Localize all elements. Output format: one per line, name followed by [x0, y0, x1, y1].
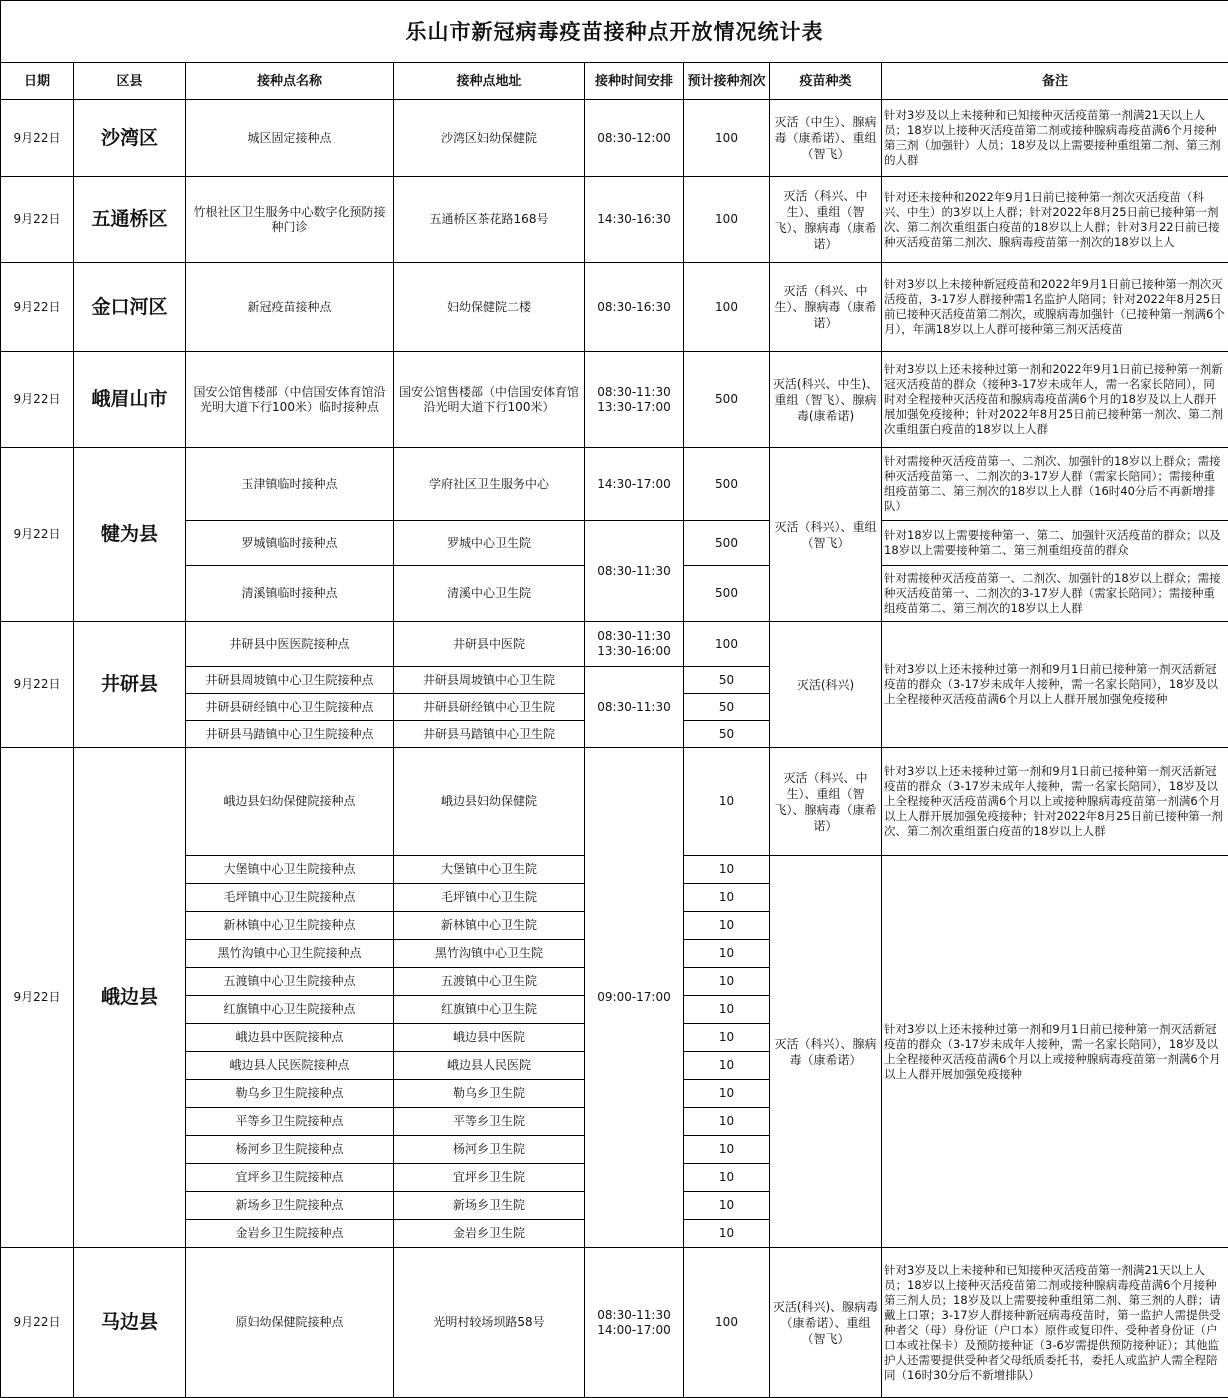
site-name: 红旗镇中心卫生院接种点	[186, 996, 394, 1024]
doses-cell: 100	[684, 177, 770, 263]
note-cell: 针对3岁以上还未接种过第一剂和9月1日前已接种第一剂灭活新冠疫苗的群众（3-17岁未成年人接种，需一名家长陪同），18岁及以上全程接种灭活疫苗满6个月以上或接种腺病毒疫苗第一剂满6个月以上人群开展加强免疫接种；针对2022年8月25日前已接种第一剂次、第二剂次重组蛋白疫苗的18岁以上人群	[882, 748, 1228, 856]
table-row	[1, 622, 1228, 667]
site-address: 黑竹沟镇中心卫生院	[394, 940, 585, 968]
site-name: 峨边县人民医院接种点	[186, 1052, 394, 1080]
date-cell: 9月22日	[1, 263, 74, 352]
page-title: 乐山市新冠病毒疫苗接种点开放情况统计表	[1, 1, 1228, 63]
header-vaccine-type: 疫苗种类	[770, 63, 882, 100]
site-address: 井研县研经镇中心卫生院	[394, 694, 585, 721]
site-name: 罗城镇临时接种点	[186, 521, 394, 566]
note-cell: 针对3岁以上还未接种过第一剂和9月1日前已接种第一剂灭活新冠疫苗的群众（3-17岁未成年人接种，需一名家长陪同），18岁及以上全程接种灭活疫苗满6个月以上或接种腺病毒疫苗第一剂满6个月以上人群开展加强免疫接种	[882, 856, 1228, 1248]
site-address: 宜坪乡卫生院	[394, 1164, 585, 1192]
site-address: 沙湾区妇幼保健院	[394, 100, 585, 177]
note-cell: 针对18岁以上需要接种第一、第二、加强针灭活疫苗的群众；以及18岁以上需要接种第二、第三剂重组疫苗的群众	[882, 521, 1228, 566]
vaccine-cell: 灭活（科兴）、重组（智飞）	[770, 448, 882, 622]
vaccine-cell: 灭活（中生）、腺病毒（康希诺）、重组（智飞）	[770, 100, 882, 177]
note-cell: 针对3岁及以上未接种和已知接种灭活疫苗第一剂满21天以上人员；18岁以上接种灭活疫苗第二剂或接种腺病毒疫苗满6个月接种第三剂（加强针）人员；18岁及以上需要接种重组第二剂、第三剂的人群	[882, 100, 1228, 177]
site-name: 五渡镇中心卫生院接种点	[186, 968, 394, 996]
site-address: 大堡镇中心卫生院	[394, 856, 585, 884]
date-cell: 9月22日	[1, 177, 74, 263]
note-cell: 针对3岁以上还未接种过第一剂和9月1日前已接种第一剂灭活新冠疫苗的群众（3-17岁未成年人接种，需一名家长陪同），18岁及以上全程接种灭活疫苗满6个月以上人群开展加强免疫接种	[882, 622, 1228, 748]
date-cell: 9月22日	[1, 622, 74, 748]
doses-cell: 10	[684, 1052, 770, 1080]
vaccine-cell: 灭活(科兴)	[770, 622, 882, 748]
site-address: 勒乌乡卫生院	[394, 1080, 585, 1108]
site-address: 新林镇中心卫生院	[394, 912, 585, 940]
doses-cell: 50	[684, 694, 770, 721]
district-name: 犍为县	[74, 448, 186, 622]
note-cell: 针对需接种灭活疫苗第一、二剂次、加强针的18岁以上群众；需接种灭活疫苗第一、二剂次的3-17岁人群（需家长陪同）；需接种重组疫苗第二、第三剂次的18岁以上人群	[882, 566, 1228, 622]
header-row	[1, 63, 1228, 100]
doses-cell: 10	[684, 968, 770, 996]
time-slot-1: 08:30-11:30	[587, 385, 681, 400]
time-slot-1: 08:30-11:30	[587, 629, 681, 644]
doses-cell: 50	[684, 721, 770, 748]
district-name: 金口河区	[74, 263, 186, 352]
time-cell: 09:00-17:00	[585, 748, 684, 1248]
district-name: 井研县	[74, 622, 186, 748]
table-row	[1, 1248, 1228, 1398]
site-address: 新场乡卫生院	[394, 1192, 585, 1220]
site-address: 光明村较场坝路58号	[394, 1248, 585, 1398]
time-cell	[585, 352, 684, 448]
site-address: 金岩乡卫生院	[394, 1220, 585, 1248]
header-notes: 备注	[882, 63, 1228, 100]
site-name: 毛坪镇中心卫生院接种点	[186, 884, 394, 912]
doses-cell: 10	[684, 1220, 770, 1248]
date-cell: 9月22日	[1, 100, 74, 177]
site-address: 清溪中心卫生院	[394, 566, 585, 622]
site-address: 杨河乡卫生院	[394, 1136, 585, 1164]
site-name: 大堡镇中心卫生院接种点	[186, 856, 394, 884]
note-cell: 针对3岁以上未接种新冠疫苗和2022年9月1日前已接种第一剂次灭活疫苗，3-17岁人群接种需1名监护人陪同；针对2022年8月25日前已接种灭活疫苗第二剂次，或腺病毒加强针（已接种第一剂满6个月），年满18岁以上人群可接种第三剂灭活疫苗	[882, 263, 1228, 352]
site-name: 玉津镇临时接种点	[186, 448, 394, 521]
district-name: 峨眉山市	[74, 352, 186, 448]
time-slot-2: 13:30-16:00	[587, 644, 681, 659]
site-address: 井研县中医院	[394, 622, 585, 667]
vaccine-cell: 灭活(科兴、中生)、重组（智飞）、腺病毒(康希诺)	[770, 352, 882, 448]
doses-cell: 500	[684, 352, 770, 448]
time-cell	[585, 1248, 684, 1398]
site-address: 峨边县人民医院	[394, 1052, 585, 1080]
site-name: 金岩乡卫生院接种点	[186, 1220, 394, 1248]
doses-cell: 50	[684, 667, 770, 694]
table-row	[1, 263, 1228, 352]
site-name: 勒乌乡卫生院接种点	[186, 1080, 394, 1108]
doses-cell: 10	[684, 912, 770, 940]
site-address: 井研县周坡镇中心卫生院	[394, 667, 585, 694]
header-site-name: 接种点名称	[186, 63, 394, 100]
doses-cell: 500	[684, 448, 770, 521]
doses-cell: 500	[684, 566, 770, 622]
site-name: 井研县研经镇中心卫生院接种点	[186, 694, 394, 721]
table-row	[1, 177, 1228, 263]
site-name: 峨边县妇幼保健院接种点	[186, 748, 394, 856]
doses-cell: 10	[684, 1136, 770, 1164]
site-address: 五通桥区茶花路168号	[394, 177, 585, 263]
header-time: 接种时间安排	[585, 63, 684, 100]
note-cell: 针对还未接种和2022年9月1日前已接种第一剂次灭活疫苗（科兴、中生）的3岁以上人群；针对2022年8月25日前已接种第一剂次、第二剂次重组蛋白疫苗的18岁以上人群；针对3月22日前已接种灭活疫苗第二剂次、腺病毒疫苗第一剂次的18岁以上人	[882, 177, 1228, 263]
site-name: 井研县中医医院接种点	[186, 622, 394, 667]
site-name: 新林镇中心卫生院接种点	[186, 912, 394, 940]
site-name: 杨河乡卫生院接种点	[186, 1136, 394, 1164]
note-cell: 针对3岁以上还未接种过第一剂和2022年9月1日前已接种第一剂新冠灭活疫苗的群众（接种3-17岁未成年人，需一名家长陪同），同时对全程接种灭活疫苗和腺病毒疫苗满6个月的18岁及以上人群开展加强免疫接种；针对2022年8月25日前已接种第一剂次、第二剂次重组蛋白疫苗的18岁以上人群	[882, 352, 1228, 448]
date-cell: 9月22日	[1, 448, 74, 622]
date-cell: 9月22日	[1, 352, 74, 448]
vaccine-cell: 灭活（科兴、中生）、腺病毒（康希诺）	[770, 263, 882, 352]
doses-cell: 10	[684, 1192, 770, 1220]
site-name: 清溪镇临时接种点	[186, 566, 394, 622]
doses-cell: 500	[684, 521, 770, 566]
site-address: 峨边县中医院	[394, 1024, 585, 1052]
time-cell: 08:30-11:30	[585, 667, 684, 748]
site-address: 妇幼保健院二楼	[394, 263, 585, 352]
site-address: 罗城中心卫生院	[394, 521, 585, 566]
site-name: 井研县周坡镇中心卫生院接种点	[186, 667, 394, 694]
doses-cell: 10	[684, 856, 770, 884]
note-cell: 针对3岁及以上未接种和已知接种灭活疫苗第一剂满21天以上人员；18岁以上接种灭活疫苗第二剂或接种腺病毒疫苗满6个月接种第三剂人员；18岁及以上需要接种重组第二剂、第三剂的人群；请戴上口罩；3-17岁人群接种新冠病毒疫苗时，第一监护人需提供受种者父（母）身份证（户口本）原件或复印件、受种者身份证（户口本或社保卡）及预防接种证（3-6岁需提供预防接种证）；其他监护人还需要提供受种者父母纸质委托书，委托人或监护人需全程陪同（16时30分后不新增排队）	[882, 1248, 1228, 1398]
vaccine-cell: 灭活（科兴、中生）、重组（智飞）、腺病毒（康希诺）	[770, 177, 882, 263]
header-site-address: 接种点地址	[394, 63, 585, 100]
site-address: 井研县马踏镇中心卫生院	[394, 721, 585, 748]
time-cell: 08:30-11:30	[585, 521, 684, 622]
site-address: 五渡镇中心卫生院	[394, 968, 585, 996]
doses-cell: 100	[684, 263, 770, 352]
district-name: 马边县	[74, 1248, 186, 1398]
doses-cell: 10	[684, 884, 770, 912]
time-cell: 08:30-12:00	[585, 100, 684, 177]
district-name: 沙湾区	[74, 100, 186, 177]
table-row	[1, 748, 1228, 856]
site-name: 原妇幼保健院接种点	[186, 1248, 394, 1398]
district-name: 峨边县	[74, 748, 186, 1248]
site-address: 毛坪镇中心卫生院	[394, 884, 585, 912]
doses-cell: 10	[684, 1108, 770, 1136]
doses-cell: 100	[684, 1248, 770, 1398]
site-address: 国安公馆售楼部（中信国安体育馆沿光明大道下行100米）	[394, 352, 585, 448]
doses-cell: 10	[684, 748, 770, 856]
site-address: 红旗镇中心卫生院	[394, 996, 585, 1024]
vaccine-cell: 灭活(科兴)、腺病毒（康希诺）、重组（智飞）	[770, 1248, 882, 1398]
doses-cell: 10	[684, 1080, 770, 1108]
site-name: 平等乡卫生院接种点	[186, 1108, 394, 1136]
table-row	[1, 352, 1228, 448]
site-name: 宜坪乡卫生院接种点	[186, 1164, 394, 1192]
time-slot-1: 08:30-11:30	[587, 1308, 681, 1323]
table-row	[1, 521, 1228, 566]
time-cell: 14:30-17:00	[585, 448, 684, 521]
doses-cell: 10	[684, 1024, 770, 1052]
table-row	[1, 100, 1228, 177]
date-cell: 9月22日	[1, 1248, 74, 1398]
time-slot-2: 13:30-17:00	[587, 400, 681, 415]
header-district: 区县	[74, 63, 186, 100]
doses-cell: 10	[684, 996, 770, 1024]
site-name: 峨边县中医院接种点	[186, 1024, 394, 1052]
time-slot-2: 14:00-17:00	[587, 1323, 681, 1338]
site-name: 新冠疫苗接种点	[186, 263, 394, 352]
site-address: 学府社区卫生服务中心	[394, 448, 585, 521]
note-cell: 针对需接种灭活疫苗第一、二剂次、加强针的18岁以上群众；需接种灭活疫苗第一、二剂次的3-17岁人群（需家长陪同）；需接种重组疫苗第二、第三剂次的18岁以上人群（16时40分后不再新增排队）	[882, 448, 1228, 521]
table-row	[1, 448, 1228, 521]
doses-cell: 10	[684, 1164, 770, 1192]
time-cell	[585, 622, 684, 667]
site-name: 黑竹沟镇中心卫生院接种点	[186, 940, 394, 968]
vaccine-cell: 灭活（科兴）、腺病毒（康希诺）	[770, 856, 882, 1248]
header-doses: 预计接种剂次	[684, 63, 770, 100]
doses-cell: 100	[684, 622, 770, 667]
site-address: 平等乡卫生院	[394, 1108, 585, 1136]
time-cell: 08:30-16:30	[585, 263, 684, 352]
date-cell: 9月22日	[1, 748, 74, 1248]
site-address: 峨边县妇幼保健院	[394, 748, 585, 856]
header-date: 日期	[1, 63, 74, 100]
doses-cell: 100	[684, 100, 770, 177]
time-cell: 14:30-16:30	[585, 177, 684, 263]
site-name: 竹根社区卫生服务中心数字化预防接种门诊	[186, 177, 394, 263]
site-name: 新场乡卫生院接种点	[186, 1192, 394, 1220]
doses-cell: 10	[684, 940, 770, 968]
site-name: 井研县马踏镇中心卫生院接种点	[186, 721, 394, 748]
district-name: 五通桥区	[74, 177, 186, 263]
site-name: 城区固定接种点	[186, 100, 394, 177]
vaccine-cell: 灭活（科兴、中生）、重组（智飞）、腺病毒（康希诺）	[770, 748, 882, 856]
site-name: 国安公馆售楼部（中信国安体育馆沿光明大道下行100米）临时接种点	[186, 352, 394, 448]
